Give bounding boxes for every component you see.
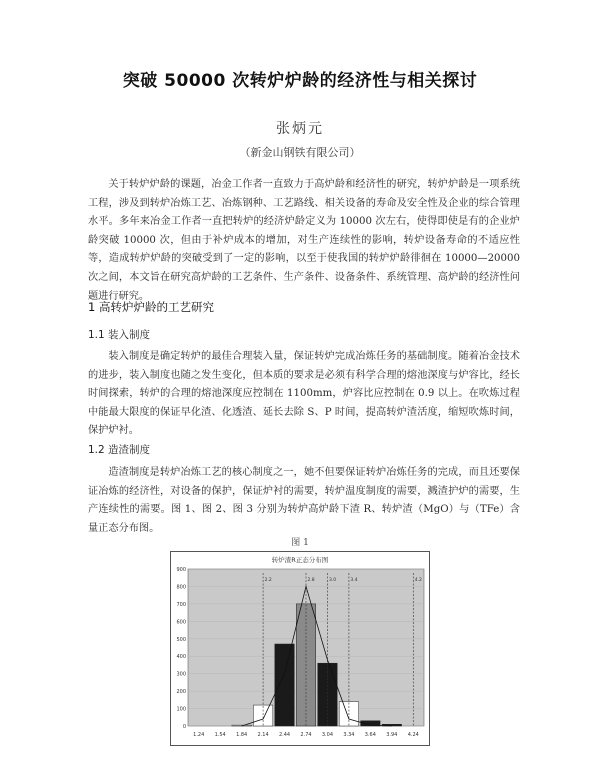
x-tick-label: 1.24: [193, 732, 205, 738]
chart-title: 转炉渣R正态分布图: [271, 556, 329, 564]
author-name: 张炳元: [276, 121, 324, 137]
x-tick-label: 1.54: [214, 732, 226, 738]
section-heading-1: 1 高转炉炉龄的工艺研究: [88, 300, 214, 314]
x-tick-label: 3.94: [386, 732, 398, 738]
reference-line-label: 3.0: [328, 578, 337, 583]
paragraph-1-1: 装入制度是确定转炉的最佳合理装入量，保证转炉完成冶炼任务的基础制度。随着冶金技术的进步，装入制度也随之发生变化，但本质的要求是必须有科学合理的熔池深度与炉容比，经长时间探索，转炉的合理的熔池深度应控制在 1100mm，炉容比应控制在 0.9 以上。在吹炼过程中能最大限度的保证早化渣、化透渣、延长去除 S、P 时间，提高转炉渣活度，缩短吹炼时间，保护炉衬。: [88, 351, 520, 437]
subsection-heading-1-1: 1.1 装入制度: [88, 329, 151, 341]
x-tick-label: 3.64: [364, 732, 376, 738]
reference-line-label: 2.8: [307, 578, 315, 583]
abstract-paragraph: 关于转炉炉龄的课题，冶金工作者一直致力于高炉龄和经济性的研究，转炉炉龄是一项系统工程，涉及到转炉冶炼工艺、冶炼钢种、工艺路线、相关设备的寿命及安全性及企业的综合管理水平。多年来冶金工作者一直把转炉的经济炉龄定义为 10000 次左右，使得即使是有的企业炉龄突破 10000 次，但由于补炉成本的增加，对生产连续性的影响，转炉设备寿命的不适应性等，造成转炉炉龄的突破受到了一定的影响，以至于使我国的转炉炉龄徘徊在 10000—20000 次之间，本文旨在研究高炉龄的工艺条件、生产条件、设备条件、系统管理、高炉龄的经济性问题进行研究。: [88, 179, 520, 302]
paper-title: 突破 50000 次转炉炉龄的经济性与相关探讨: [122, 71, 478, 91]
x-tick-label: 3.34: [343, 732, 355, 738]
histogram-bar: [253, 705, 272, 726]
histogram-bar: [275, 644, 294, 726]
y-tick-label: 300: [176, 671, 186, 678]
y-tick-label: 200: [176, 689, 186, 696]
reference-line-label: 3.4: [350, 578, 358, 583]
x-tick-label: 2.14: [257, 732, 269, 738]
x-tick-label: 3.04: [321, 732, 334, 738]
reference-line-label: 4.2: [414, 578, 422, 583]
author-affiliation: （新金山钢铁有限公司）: [239, 146, 361, 159]
y-tick-label: 700: [176, 601, 186, 608]
x-tick-label: 4.24: [407, 732, 419, 738]
x-tick-label: 2.74: [300, 732, 312, 738]
paragraph-1-2: 造渣制度是转炉冶炼工艺的核心制度之一，她不但要保证转炉冶炼任务的完成，而且还要保证冶炼的经济性，对设备的保护，保证炉衬的需要，转炉温度制度的需要，溅渣护炉的需要，生产连续性的需要。图 1、图 2、图 3 分别为转炉高炉龄下渣 R、转炉渣（MgO）与（TFe）含量正态分布图。: [88, 467, 520, 534]
subsection-heading-1-2: 1.2 造渣制度: [88, 444, 151, 456]
x-tick-label: 1.84: [236, 732, 248, 738]
figure-chart: [170, 551, 430, 746]
y-tick-label: 100: [176, 706, 186, 713]
x-tick-label: 2.44: [278, 732, 291, 738]
figure-label: 图 1: [291, 538, 309, 548]
y-tick-label: 800: [176, 584, 186, 591]
y-tick-label: 900: [176, 567, 186, 573]
y-tick-label: 600: [176, 619, 186, 626]
reference-line-label: 2.2: [264, 578, 272, 583]
y-tick-label: 0: [182, 724, 186, 730]
y-tick-label: 400: [176, 654, 186, 661]
y-tick-label: 500: [176, 636, 186, 643]
